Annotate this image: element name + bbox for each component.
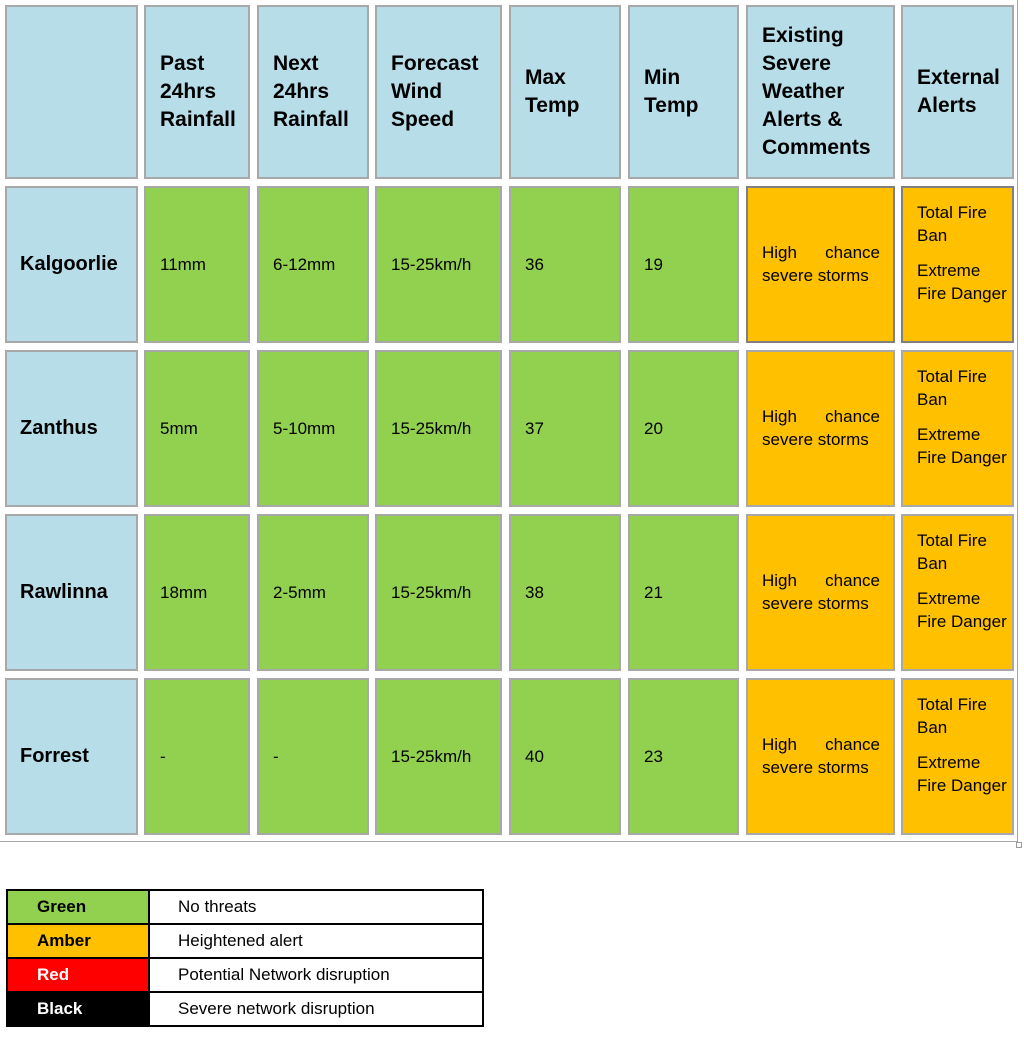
wind-cell [375, 514, 502, 671]
wind-value: 15-25km/h [391, 418, 472, 438]
legend-description: Potential Network disruption [149, 958, 483, 992]
next-rainfall-value: 2-5mm [273, 582, 326, 602]
external-alert-fire-danger: Extreme Fire Danger [917, 261, 1007, 303]
header-label-line: Alerts & [762, 108, 843, 131]
legend-row [7, 992, 483, 1026]
weather-alert-text: High chance severe storms [762, 571, 880, 613]
weather-alert-cell [746, 514, 895, 671]
min-temp-value: 21 [644, 582, 663, 602]
weather-alert-cell [746, 678, 895, 835]
header-label-line: Severe [762, 52, 831, 75]
min-temp-cell [628, 186, 739, 343]
wind-cell [375, 678, 502, 835]
legend-table [6, 889, 484, 1027]
external-alert-fire-ban: Total Fire Ban [917, 203, 987, 245]
wind-value: 15-25km/h [391, 254, 472, 274]
next-rainfall-value: - [273, 746, 279, 766]
external-alert-fire-danger: Extreme Fire Danger [917, 589, 1007, 631]
wind-value: 15-25km/h [391, 582, 472, 602]
header-label-line: Alerts [917, 94, 977, 117]
header-label-line: 24hrs [160, 80, 217, 103]
max-temp-cell [509, 678, 621, 835]
max-temp-cell [509, 350, 621, 507]
min-temp-cell [628, 678, 739, 835]
external-alert-list [917, 694, 1012, 797]
header-label-line: Comments [762, 136, 871, 159]
location-cell [5, 350, 138, 507]
location-name: Forrest [20, 745, 89, 767]
legend-row [7, 890, 483, 924]
past-rainfall-value: 11mm [160, 254, 206, 274]
header-label [391, 50, 479, 134]
external-alert-fire-ban: Total Fire Ban [917, 531, 987, 573]
header-label-line: Min [644, 66, 681, 89]
header-label-line: Speed [391, 108, 455, 131]
next-rainfall-value: 6-12mm [273, 254, 336, 274]
legend-row [7, 924, 483, 958]
external-alert-list [917, 366, 1012, 469]
wind-cell [375, 350, 502, 507]
header-max-temp [509, 5, 621, 179]
min-temp-cell [628, 514, 739, 671]
location-name: Kalgoorlie [20, 253, 118, 275]
header-label-line: Temp [644, 94, 699, 117]
legend-description: No threats [149, 890, 483, 924]
header-next-rainfall [257, 5, 369, 179]
max-temp-value: 37 [525, 418, 544, 438]
max-temp-value: 40 [525, 746, 544, 766]
location-name: Rawlinna [20, 581, 108, 603]
next-rainfall-cell [257, 350, 369, 507]
location-cell [5, 514, 138, 671]
next-rainfall-cell [257, 186, 369, 343]
weather-alert-text: High chance severe storms [762, 243, 880, 285]
header-label-line: Max [525, 66, 566, 89]
legend-description: Severe network disruption [149, 992, 483, 1026]
header-external [901, 5, 1014, 179]
legend-description: Heightened alert [149, 924, 483, 958]
max-temp-value: 38 [525, 582, 544, 602]
header-label-line: Temp [525, 94, 580, 117]
external-alert-cell [901, 186, 1014, 343]
min-temp-value: 19 [644, 254, 663, 274]
header-label-line: Rainfall [160, 108, 236, 131]
location-cell [5, 678, 138, 835]
past-rainfall-value: - [160, 746, 166, 766]
next-rainfall-value: 5-10mm [273, 418, 336, 438]
external-alert-fire-danger: Extreme Fire Danger [917, 425, 1007, 467]
legend-swatch-green: Green [7, 890, 149, 924]
past-rainfall-cell [144, 186, 250, 343]
min-temp-cell [628, 350, 739, 507]
legend-swatch-black: Black [7, 992, 149, 1026]
header-alerts [746, 5, 895, 179]
header-label-line: Weather [762, 80, 845, 103]
header-wind [375, 5, 502, 179]
header-label [762, 22, 871, 162]
header-past-rainfall [144, 5, 250, 179]
max-temp-cell [509, 186, 621, 343]
weather-alert-text: High chance severe storms [762, 735, 880, 777]
location-name: Zanthus [20, 417, 98, 439]
past-rainfall-cell [144, 678, 250, 835]
weather-alert-cell [746, 350, 895, 507]
legend-swatch-amber: Amber [7, 924, 149, 958]
past-rainfall-value: 5mm [160, 418, 198, 438]
past-rainfall-cell [144, 514, 250, 671]
header-location [5, 5, 138, 179]
header-label-line: Rainfall [273, 108, 349, 131]
header-label-line: 24hrs [273, 80, 330, 103]
max-temp-value: 36 [525, 254, 544, 274]
weather-alert-cell [746, 186, 895, 343]
external-alert-cell [901, 678, 1014, 835]
external-alert-list [917, 530, 1012, 633]
table-resize-handle[interactable] [1016, 842, 1022, 848]
header-label-line: Existing [762, 24, 844, 47]
header-label-line: Next [273, 52, 319, 75]
header-label-line: Past [160, 52, 205, 75]
header-label-line: External [917, 66, 1000, 89]
external-alert-list [917, 202, 1012, 305]
header-label [273, 50, 349, 134]
past-rainfall-value: 18mm [160, 582, 208, 602]
header-label [160, 50, 236, 134]
legend-row [7, 958, 483, 992]
external-alert-cell [901, 514, 1014, 671]
header-label-line: Forecast [391, 52, 479, 75]
max-temp-cell [509, 514, 621, 671]
header-label [917, 64, 1000, 120]
header-min-temp [628, 5, 739, 179]
legend-swatch-red: Red [7, 958, 149, 992]
next-rainfall-cell [257, 514, 369, 671]
wind-cell [375, 186, 502, 343]
external-alert-fire-ban: Total Fire Ban [917, 695, 987, 737]
external-alert-fire-ban: Total Fire Ban [917, 367, 987, 409]
next-rainfall-cell [257, 678, 369, 835]
past-rainfall-cell [144, 350, 250, 507]
external-alert-fire-danger: Extreme Fire Danger [917, 753, 1007, 795]
min-temp-value: 23 [644, 746, 663, 766]
min-temp-value: 20 [644, 418, 663, 438]
header-label [644, 64, 698, 120]
header-label [525, 64, 579, 120]
header-label-line: Wind [391, 80, 443, 103]
wind-value: 15-25km/h [391, 746, 472, 766]
external-alert-cell [901, 350, 1014, 507]
weather-alert-text: High chance severe storms [762, 407, 880, 449]
location-cell [5, 186, 138, 343]
